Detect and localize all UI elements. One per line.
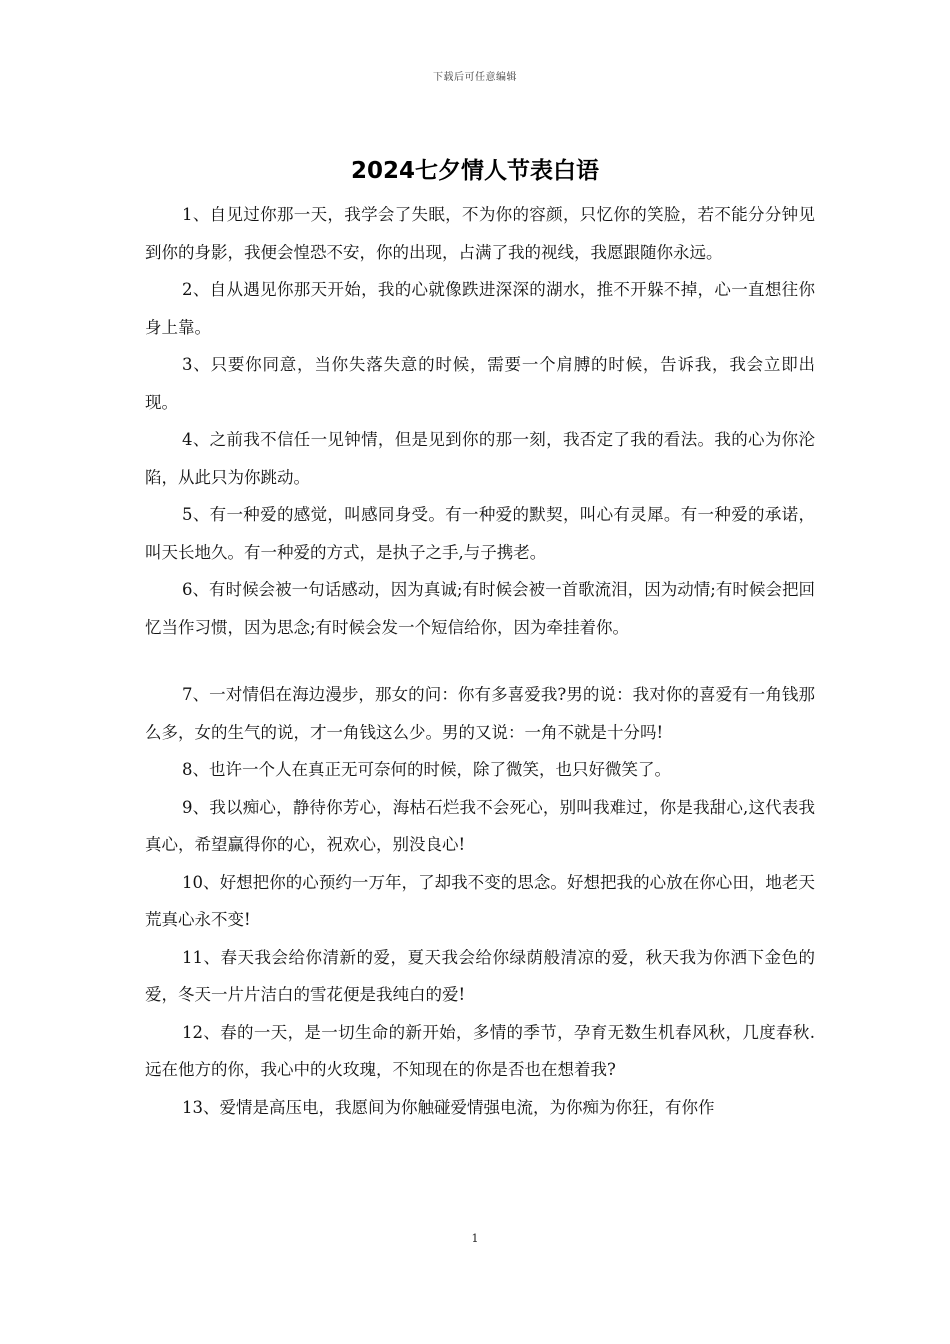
document-title: 2024七夕情人节表白语 (350, 158, 599, 184)
page-number: 1 (471, 1232, 479, 1245)
paragraph-12: 12、春的一天，是一切生命的新开始，多情的季节，孕育无数生机春风秋，几度春秋.远在他方的你，我心中的火玫瑰，不知现在的你是否也在想着我? (145, 1022, 815, 1079)
paragraph-10: 10、好想把你的心预约一万年，了却我不变的思念。好想把我的心放在你心田，地老天荒真心永不变! (145, 872, 815, 929)
paragraph-2: 2、自从遇见你那天开始，我的心就像跌进深深的湖水，推不开躲不掉，心一直想往你身上靠。 (145, 280, 815, 337)
paragraph-1: 1、自见过你那一天，我学会了失眠，不为你的容颜，只忆你的笑脸，若不能分分钟见到你的身影，我便会惶恐不安，你的出现，占满了我的视线，我愿跟随你永远。 (145, 205, 815, 262)
document-body (145, 196, 815, 1126)
paragraph-6: 6、有时候会被一句话感动，因为真诚;有时候会被一首歌流泪，因为动情;有时候会把回忆当作习惯，因为思念;有时候会发一个短信给你，因为牵挂着你。 (145, 580, 815, 637)
paragraph-3: 3、只要你同意，当你失落失意的时候，需要一个肩膊的时候，告诉我，我会立即出现。 (145, 355, 815, 412)
paragraph-5: 5、有一种爱的感觉，叫感同身受。有一种爱的默契，叫心有灵犀。有一种爱的承诺，叫天长地久。有一种爱的方式，是执子之手,与子携老。 (145, 505, 815, 562)
paragraph-4: 4、之前我不信任一见钟情，但是见到你的那一刻，我否定了我的看法。我的心为你沦陷，从此只为你跳动。 (145, 430, 815, 487)
paragraph-9: 9、我以痴心，静待你芳心，海枯石烂我不会死心，别叫我难过，你是我甜心,这代表我真心，希望赢得你的心，祝欢心，别没良心! (145, 797, 815, 854)
page-header-note: 下载后可任意编辑 (433, 72, 517, 83)
paragraph-13: 13、爱情是高压电，我愿间为你触碰爱情强电流，为你痴为你狂，有你作 (182, 1097, 715, 1117)
paragraph-7: 7、一对情侣在海边漫步，那女的问：你有多喜爱我?男的说：我对你的喜爱有一角钱那么多，女的生气的说，才一角钱这么少。男的又说：一角不就是十分吗! (145, 685, 815, 742)
paragraph-8: 8、也许一个人在真正无可奈何的时候，除了微笑，也只好微笑了。 (182, 760, 671, 779)
paragraph-11: 11、春天我会给你清新的爱，夏天我会给你绿荫般清凉的爱，秋天我为你洒下金色的爱，冬天一片片洁白的雪花便是我纯白的爱! (145, 947, 815, 1004)
